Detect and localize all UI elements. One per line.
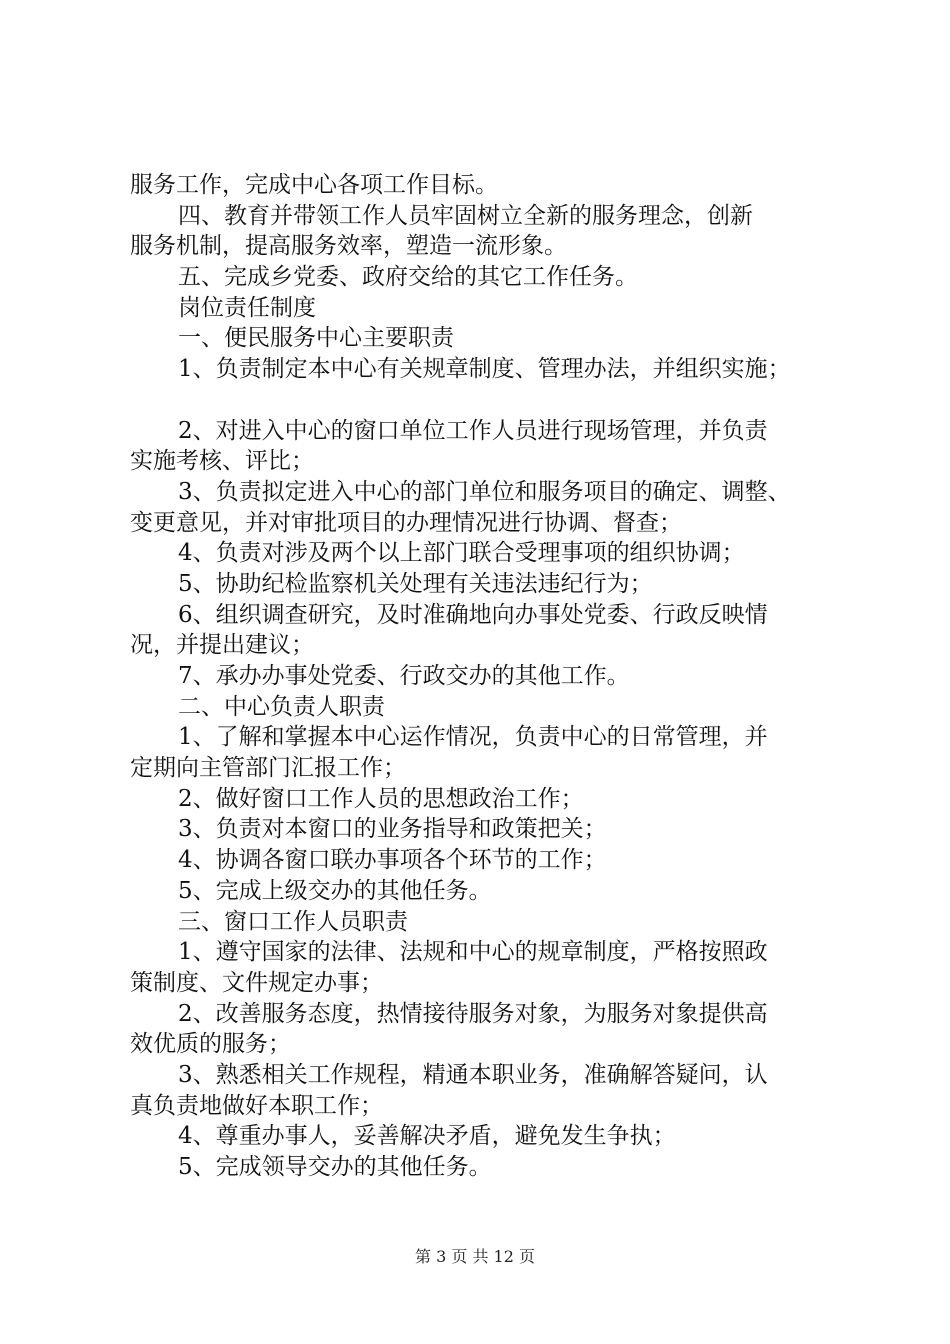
text-line: 变更意见，并对审批项目的办理情况进行协调、督查； — [130, 509, 682, 536]
text-line: 况，并提出建议； — [130, 632, 314, 659]
text-line: 服务工作，完成中心各项工作目标。 — [130, 172, 498, 198]
section-heading: 岗位责任制度 — [178, 294, 316, 321]
blank-line — [130, 385, 850, 416]
text-line: 2、做好窗口工作人员的思想政治工作； — [178, 785, 584, 812]
text-line: 3、负责对本窗口的业务指导和政策把关； — [178, 816, 607, 843]
text-line: 定期向主管部门汇报工作； — [130, 755, 406, 782]
text-line: 效优质的服务； — [130, 1031, 291, 1058]
text-line: 5、完成上级交办的其他任务。 — [178, 877, 492, 904]
text-line: 1、遵守国家的法律、法规和中心的规章制度，严格按照政 — [178, 939, 768, 966]
document-body — [130, 170, 850, 1183]
text-line: 5、协助纪检监察机关处理有关违法违纪行为； — [178, 570, 653, 597]
section-heading: 三、窗口工作人员职责 — [178, 908, 408, 935]
section-heading: 一、便民服务中心主要职责 — [178, 325, 454, 352]
text-line: 真负责地做好本职工作； — [130, 1092, 383, 1119]
text-line: 3、负责拟定进入中心的部门单位和服务项目的确定、调整、 — [178, 478, 791, 505]
text-line: 1、负责制定本中心有关规章制度、管理办法，并组织实施； — [178, 356, 791, 383]
page-number-footer: 第 3 页 共 12 页 — [415, 1247, 535, 1266]
text-line: 实施考核、评比； — [130, 448, 314, 475]
text-line: 策制度、文件规定办事； — [130, 969, 383, 996]
text-line: 4、负责对涉及两个以上部门联合受理事项的组织协调； — [178, 540, 745, 567]
text-line: 7、承办办事处党委、行政交办的其他工作。 — [178, 663, 630, 689]
text-line: 服务机制，提高服务效率，塑造一流形象。 — [130, 233, 567, 260]
text-line: 4、尊重办事人，妥善解决矛盾，避免发生争执； — [178, 1123, 676, 1150]
text-line: 2、对进入中心的窗口单位工作人员进行现场管理，并负责 — [178, 417, 768, 444]
text-line: 4、协调各窗口联办事项各个环节的工作； — [178, 847, 607, 874]
section-heading: 二、中心负责人职责 — [178, 693, 385, 720]
text-line: 四、教育并带领工作人员牢固树立全新的服务理念，创新 — [178, 202, 753, 229]
text-line: 6、组织调查研究，及时准确地向办事处党委、行政反映情 — [178, 601, 768, 628]
text-line: 2、改善服务态度，热情接待服务对象，为服务对象提供高 — [178, 1000, 768, 1027]
text-line: 1、了解和掌握本中心运作情况，负责中心的日常管理，并 — [178, 724, 768, 751]
text-line: 五、完成乡党委、政府交给的其它工作任务。 — [178, 264, 638, 291]
text-line: 3、熟悉相关工作规程，精通本职业务，准确解答疑问，认 — [178, 1061, 768, 1088]
text-line: 5、完成领导交办的其他任务。 — [178, 1154, 492, 1180]
